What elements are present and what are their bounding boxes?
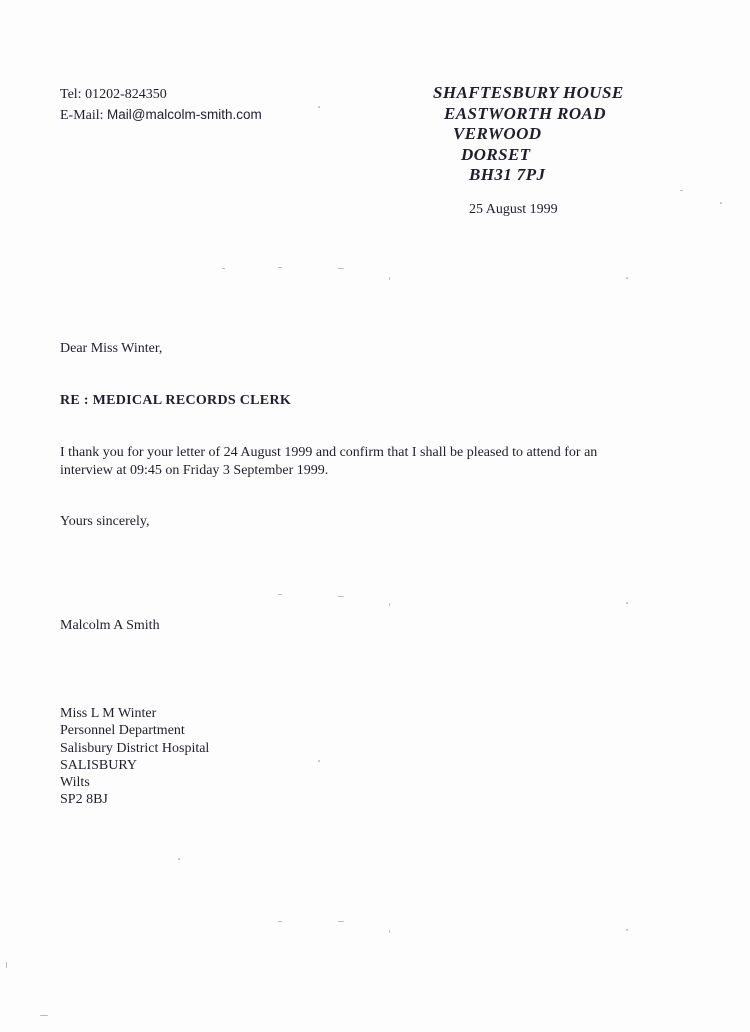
email-line xyxy=(60,105,262,126)
address-line: BH31 7PJ xyxy=(469,165,546,184)
email-value: Mail@malcolm-smith.com xyxy=(107,107,262,122)
address-line: EASTWORTH ROAD xyxy=(444,103,606,123)
scan-speck xyxy=(389,930,390,933)
recipient-line: SP2 8BJ xyxy=(60,792,108,808)
scan-speck xyxy=(389,603,390,606)
scan-speck xyxy=(40,1015,48,1016)
scan-speck xyxy=(278,921,282,922)
salutation: Dear Miss Winter, xyxy=(60,341,163,356)
scan-speck xyxy=(222,268,225,269)
scan-speck xyxy=(389,277,390,280)
scan-speck xyxy=(278,594,282,595)
scan-speck xyxy=(338,921,344,922)
sender-address-block xyxy=(433,83,624,186)
sender-contact-block xyxy=(60,85,262,126)
scan-speck xyxy=(626,277,628,279)
subject-line: RE : MEDICAL RECORDS CLERK xyxy=(60,393,292,408)
scan-speck xyxy=(318,106,320,108)
scan-speck xyxy=(178,858,180,860)
letter-body xyxy=(60,444,700,480)
signature-name: Malcolm A Smith xyxy=(60,618,160,633)
scan-speck xyxy=(626,929,628,931)
address-line: DORSET xyxy=(461,144,531,164)
scan-speck xyxy=(626,602,628,604)
body-line: interview at 09:45 on Friday 3 September 1999. xyxy=(60,463,329,478)
recipient-line: Personnel Department xyxy=(60,723,185,739)
address-line: SHAFTESBURY HOUSE xyxy=(433,83,624,102)
body-line: I thank you for your letter of 24 August 1999 and confirm that I shall be pleased to attend for an xyxy=(60,445,598,460)
email-label: E-Mail: xyxy=(60,108,104,123)
telephone-label: Tel: xyxy=(60,87,82,102)
scan-speck xyxy=(720,202,722,204)
scan-speck xyxy=(680,190,683,191)
recipient-line: SALISBURY xyxy=(60,757,138,773)
scan-speck xyxy=(338,596,344,597)
address-line: VERWOOD xyxy=(453,124,542,143)
scan-speck xyxy=(338,268,344,269)
scan-speck xyxy=(6,962,7,968)
letter-date: 25 August 1999 xyxy=(469,202,558,217)
recipient-line: Miss L M Winter xyxy=(60,706,157,721)
recipient-line: Salisbury District Hospital xyxy=(60,740,210,756)
recipient-line: Wilts xyxy=(60,775,90,791)
recipient-address-block xyxy=(60,705,209,809)
scan-speck xyxy=(278,267,282,268)
telephone-line xyxy=(60,85,262,105)
scan-speck xyxy=(318,760,320,762)
closing: Yours sincerely, xyxy=(60,514,150,529)
telephone-value: 01202-824350 xyxy=(85,87,167,102)
